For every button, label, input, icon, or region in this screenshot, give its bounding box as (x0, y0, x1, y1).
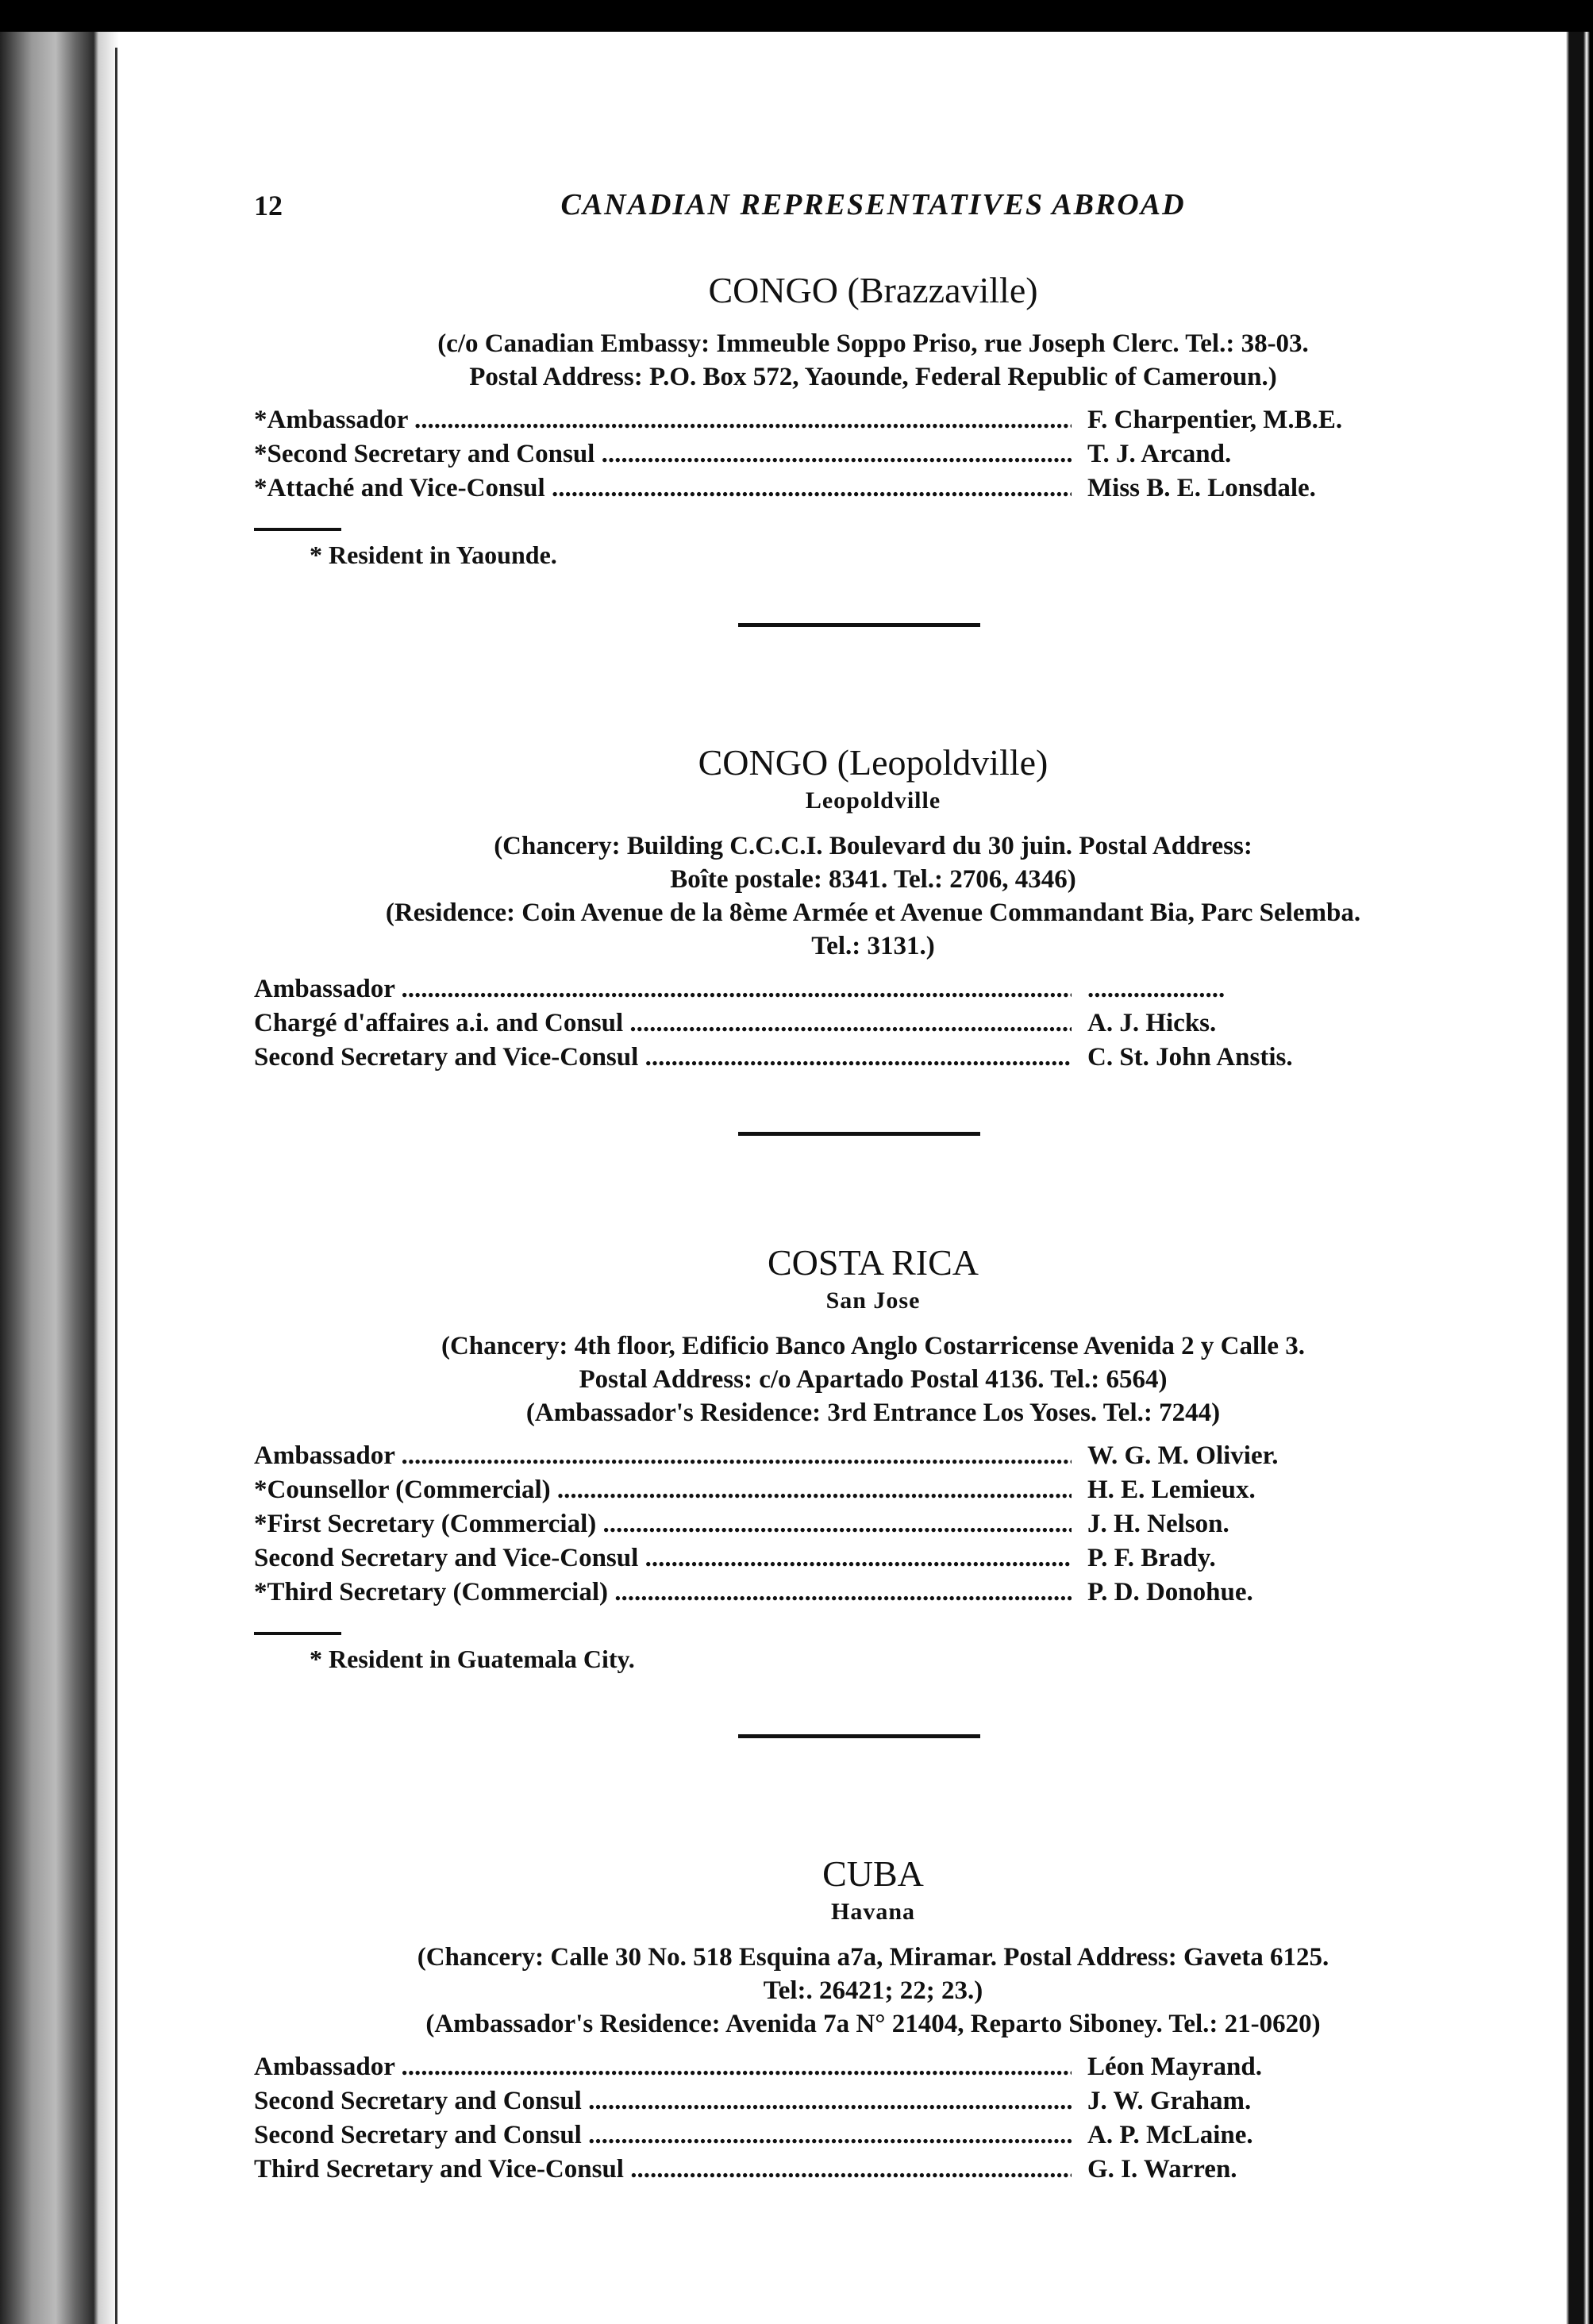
position-title: *Attaché and Vice-Consul ..... (254, 471, 1072, 506)
staff-row (254, 1006, 1492, 1041)
address-line: (Chancery: Building C.C.C.I. Boulevard du 30 juin. Postal Address: (494, 832, 1252, 860)
page-number: 12 (254, 190, 283, 221)
address-line: (Residence: Coin Avenue de la 8ème Armée et Avenue Commandant Bia, Parc Selemba. (385, 898, 1361, 927)
country-heading: CONGO (Brazzaville) (708, 270, 1038, 310)
page-left-rule (115, 48, 117, 2324)
address-line: Postal Address: P.O. Box 572, Yaounde, Federal Republic of Cameroun.) (469, 363, 1277, 391)
section-congo-leopoldville (254, 742, 1492, 1075)
position-title: Second Secretary and Vice-Consul ..... (254, 1541, 1072, 1576)
scan-top-border (0, 0, 1593, 32)
country-heading: CUBA (822, 1853, 924, 1894)
person-name: J. H. Nelson. (1087, 1510, 1229, 1538)
person-name: F. Charpentier, M.B.E. (1087, 406, 1343, 434)
position-title: Third Secretary and Vice-Consul ..... (254, 2153, 1072, 2187)
section-separator (738, 1734, 980, 1738)
position-title: Second Secretary and Vice-Consul ..... (254, 1041, 1072, 1075)
footnote-rule (254, 528, 341, 531)
staff-row (254, 437, 1492, 471)
position-title: *First Secretary (Commercial) ..... (254, 1507, 1072, 1541)
address-line: Tel.: 3131.) (811, 932, 935, 960)
footnote-rule (254, 1632, 341, 1635)
staff-row (254, 1439, 1492, 1473)
staff-row (254, 2153, 1492, 2187)
section-separator (738, 623, 980, 627)
address-line: (Chancery: Calle 30 No. 518 Esquina a7a, Miramar. Postal Address: Gaveta 6125. (417, 1943, 1329, 1972)
address-line: (Ambassador's Residence: Avenida 7a N° 21404, Reparto Siboney. Tel.: 21-0620) (425, 2010, 1321, 2038)
section-separator (738, 1132, 980, 1136)
country-heading: CONGO (Leopoldville) (698, 742, 1049, 783)
person-name: A. P. McLaine. (1087, 2121, 1253, 2149)
footnote: * Resident in Guatemala City. (310, 1645, 635, 1673)
book-binding-edge (0, 32, 119, 2324)
position-title: *Second Secretary and Consul ..... (254, 437, 1072, 471)
person-name: P. F. Brady. (1087, 1544, 1216, 1572)
city-subheading: Havana (830, 1899, 916, 1925)
address-line: Postal Address: c/o Apartado Postal 4136. Tel.: 6564) (579, 1365, 1168, 1394)
position-title: Ambassador ..... (254, 1439, 1072, 1473)
position-title: Ambassador ..... (254, 2050, 1072, 2084)
person-name: Léon Mayrand. (1087, 2053, 1263, 2081)
position-title: Second Secretary and Consul ..... (254, 2118, 1072, 2153)
staff-row (254, 1041, 1492, 1075)
staff-row (254, 972, 1492, 1006)
address-line: Boîte postale: 8341. Tel.: 2706, 4346) (670, 865, 1076, 894)
staff-row (254, 2050, 1492, 2084)
country-heading: COSTA RICA (768, 1242, 979, 1283)
position-title: Second Secretary and Consul ..... (254, 2084, 1072, 2118)
staff-row (254, 1576, 1492, 1610)
position-title: *Third Secretary (Commercial) ..... (254, 1576, 1072, 1610)
document-page (119, 32, 1548, 2324)
page-right-edge (1552, 32, 1593, 2324)
address-line: Tel:. 26421; 22; 23.) (763, 1976, 983, 2005)
section-costa-rica (254, 1242, 1492, 1675)
staff-list (254, 972, 1492, 1075)
staff-row (254, 403, 1492, 437)
staff-list (254, 1439, 1492, 1610)
person-name: W. G. M. Olivier. (1087, 1441, 1279, 1470)
position-title: Ambassador ..... (254, 972, 1072, 1006)
city-subheading: San Jose (825, 1287, 921, 1314)
position-title: Chargé d'affaires a.i. and Consul ..... (254, 1006, 1072, 1041)
position-title: *Counsellor (Commercial) ..... (254, 1473, 1072, 1507)
person-name: H. E. Lemieux. (1087, 1476, 1256, 1504)
person-name: T. J. Arcand. (1087, 440, 1232, 468)
staff-row (254, 2118, 1492, 2153)
staff-row (254, 2084, 1492, 2118)
person-name: G. I. Warren. (1087, 2155, 1237, 2184)
position-title: *Ambassador ..... (254, 403, 1072, 437)
running-header (254, 181, 1492, 229)
section-cuba (254, 1853, 1492, 2187)
staff-row (254, 471, 1492, 506)
address-line: (Chancery: 4th floor, Edificio Banco Anglo Costarricense Avenida 2 y Calle 3. (441, 1332, 1306, 1360)
section-congo-brazzaville (254, 270, 1492, 571)
address-line: (c/o Canadian Embassy: Immeuble Soppo Priso, rue Joseph Clerc. Tel.: 38-03. (437, 329, 1309, 358)
person-name: A. J. Hicks. (1087, 1009, 1217, 1037)
person-name-vacant (1087, 972, 1225, 1006)
city-subheading: Leopoldville (805, 787, 941, 814)
staff-row (254, 1473, 1492, 1507)
person-name: Miss B. E. Lonsdale. (1087, 474, 1316, 502)
footnote: * Resident in Yaounde. (310, 541, 557, 569)
staff-row (254, 1541, 1492, 1576)
person-name: P. D. Donohue. (1087, 1578, 1253, 1606)
person-name: J. W. Graham. (1087, 2087, 1252, 2115)
person-name: C. St. John Anstis. (1087, 1043, 1293, 1072)
running-title: CANADIAN REPRESENTATIVES ABROAD (560, 188, 1186, 221)
staff-list (254, 2050, 1492, 2187)
staff-row (254, 1507, 1492, 1541)
staff-list (254, 403, 1492, 506)
address-line: (Ambassador's Residence: 3rd Entrance Los Yoses. Tel.: 7244) (525, 1399, 1221, 1427)
